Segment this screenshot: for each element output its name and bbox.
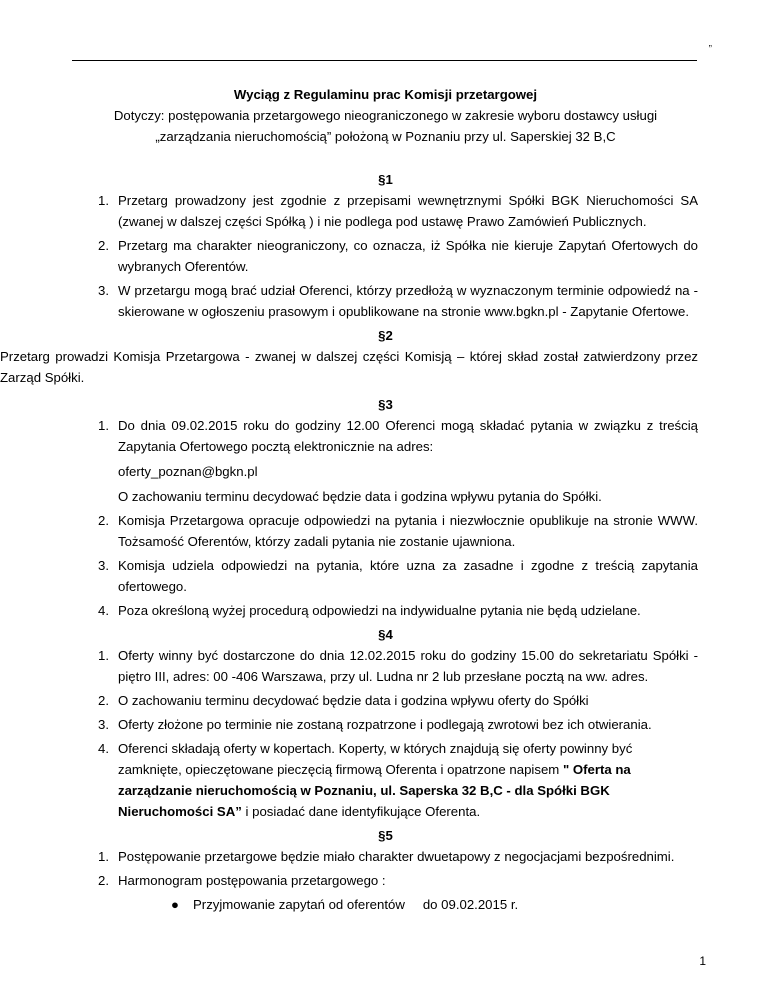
subtitle-line-2: „zarządzania nieruchomością” położoną w Poznaniu przy ul. Saperskiej 32 B,C bbox=[155, 129, 616, 144]
email-address: oferty_poznan@bgkn.pl bbox=[118, 464, 258, 479]
list-item: 1. Oferty winny być dostarczone do dnia 12.02.2015 roku do godziny 15.00 do sekretariatu Spółki - piętro III, adres: 00 -406 Warszawa, przy ul. Ludna nr 2 lub przesłane pocztą na ww. adres. bbox=[98, 648, 698, 684]
list-item: 3. W przetargu mogą brać udział Oferenci, którzy przedłożą w wyznaczonym terminie odpowiedź na - skierowane w ogłoszeniu prasowym i opublikowane na stronie www.bgkn.pl - Zapytanie Ofertowe. bbox=[98, 283, 698, 319]
list-item: 1. Do dnia 09.02.2015 roku do godziny 12.00 Oferenci mogą składać pytania w związku z treścią Zapytania Ofertowego pocztą elektronicznie na adres: oferty_poznan@bgkn.pl O zachowaniu terminu decydować będzie data i godzina wpływu pytania do Spółki. bbox=[73, 415, 698, 507]
subtitle-line-1: Dotyczy: postępowania przetargowego nieograniczonego w zakresie wyboru dostawcy usługi bbox=[113, 108, 658, 123]
section-3-note: O zachowaniu terminu decydować będzie data i godzina wpływu pytania do Spółki. bbox=[118, 489, 602, 504]
list-item: 1. Postępowanie przetargowe będzie miało charakter dwuetapowy z negocjacjami bezpośrednimi. bbox=[98, 849, 675, 864]
section-4-heading: §4 bbox=[378, 627, 393, 642]
header-mark: „ bbox=[708, 38, 712, 49]
section-5-heading: §5 bbox=[378, 828, 393, 843]
list-item: 1. Przetarg prowadzony jest zgodnie z przepisami wewnętrznymi Spółki BGK Nieruchomości SA (zwanej w dalszej części Spółką ) i nie podlega pod ustawę Prawo Zamówień Publicznych. bbox=[98, 193, 698, 229]
page-number: 1 bbox=[699, 954, 706, 968]
list-item: 2. Harmonogram postępowania przetargowego : bbox=[98, 873, 386, 888]
bullet-icon: ● bbox=[171, 897, 179, 912]
section-3-list bbox=[73, 415, 698, 621]
list-item: 2. Komisja Przetargowa opracuje odpowiedzi na pytania i niezwłocznie opublikuje na stronie WWW. Tożsamość Oferentów, którzy zadali pytania nie zostanie ujawniona. bbox=[98, 513, 698, 549]
section-5-list bbox=[73, 846, 698, 891]
list-item: 4. Poza określoną wyżej procedurą odpowiedzi na indywidualne pytania nie będą udzielane. bbox=[98, 603, 641, 618]
schedule-bullet: ● Przyjmowanie zapytań od oferentów do 09.02.2015 r. bbox=[73, 894, 698, 915]
document-title: Wyciąg z Regulaminu prac Komisji przetargowej bbox=[233, 87, 538, 102]
list-item: 2. O zachowaniu terminu decydować będzie data i godzina wpływu oferty do Spółki bbox=[98, 693, 589, 708]
header-divider bbox=[72, 60, 697, 61]
section-3-heading: §3 bbox=[378, 397, 393, 412]
list-item: 2. Przetarg ma charakter nieograniczony, co oznacza, iż Spółka nie kieruje Zapytań Ofertowych do wybranych Oferentów. bbox=[98, 238, 698, 274]
document-body bbox=[0, 84, 698, 915]
section-2-heading: §2 bbox=[378, 328, 393, 343]
list-item: 4. Oferenci składają oferty w kopertach. Koperty, w których znajdują się oferty powinny być zamknięte, opieczętowane pieczęcią firmową Oferenta i opatrzone napisem " Oferta na zarządzanie nieruchomością w Poznaniu, ul. Saperska 32 B,C - dla Spółki BGK Nieruchomości SA” i posiadać dane identyfikujące Oferenta. bbox=[98, 741, 633, 819]
list-item: 3. Komisja udziela odpowiedzi na pytania, które uzna za zasadne i zgodne z treścią zapytania ofertowego. bbox=[98, 558, 698, 594]
section-4-list bbox=[73, 645, 698, 822]
section-1-list bbox=[73, 190, 698, 322]
list-item: 3. Oferty złożone po terminie nie zostaną rozpatrzone i podlegają zwrotowi bez ich otwierania. bbox=[98, 717, 652, 732]
section-2-text: Przetarg prowadzi Komisja Przetargowa - zwanej w dalszej części Komisją – której skład został zatwierdzony przez Zarząd Spółki. bbox=[0, 349, 698, 385]
section-1-heading: §1 bbox=[378, 172, 393, 187]
